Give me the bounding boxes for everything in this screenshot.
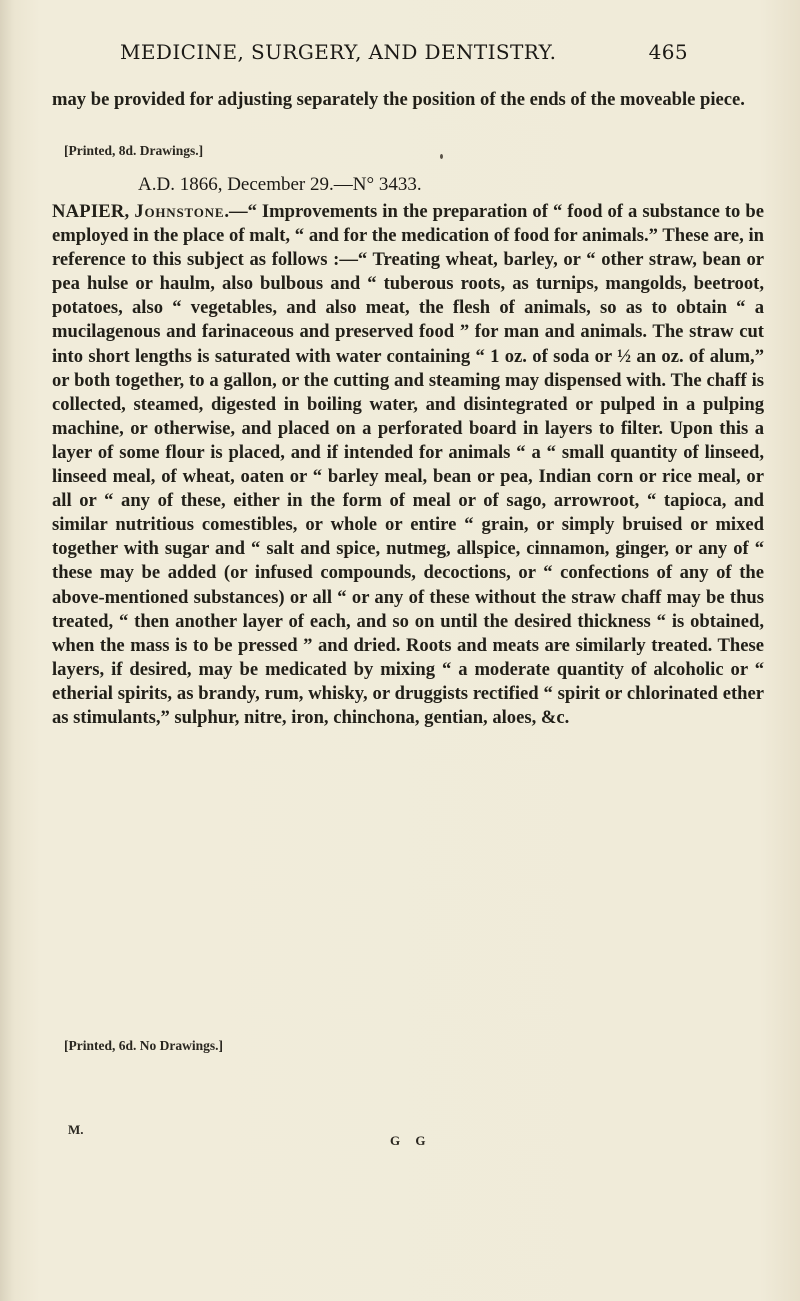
- page-title: MEDICINE, SURGERY, AND DENTISTRY.: [120, 40, 557, 64]
- entry-paragraph: [52, 200, 764, 730]
- page-number: 465: [648, 40, 688, 64]
- entry-heading: A.D. 1866, December 29.—N° 3433.: [138, 174, 422, 195]
- entry-body: .—“ Improvements in the preparation of “ food of a substance to be employed in the place of malt, “ and for the medication of food for animals.” These are, in reference to this subject as follows :—“ Treating wheat, barley, or “ other straw, bean or pea hulse or haulm, also bulbous and “ tuberous roots, as turnips, mangolds, beetroot, potatoes, also “ vegetables, and also meat, the flesh of animals, so as to obtain “ a mucilagenous and farinaceous and preserved food ” for man and animals. The straw cut into short lengths is saturated with water containing “ 1 oz. of soda or ½ an oz. of alum,” or both together, to a gallon, or the cutting and steaming may dispensed with. The chaff is collected, steamed, digested in boiling water, and disintegrated or pulped in a pulping machine, or otherwise, and placed on a perforated board in layers to filter. Upon this a layer of some flour is placed, and if intended for animals “ a “ small quantity of linseed, linseed meal, of wheat, oaten or “ barley meal, bean or pea, Indian corn or rice meal, or all or “ any of these, either in the form of meal or of sago, arrowroot, “ tapioca, and similar nutritious comestibles, or whole or entire “ grain, or simply bruised or mixed together with sugar and “ salt and spice, nutmeg, allspice, cinnamon, ginger, or any of “ these may be added (or infused compounds, decoctions, or “ confections of any of the above-mentioned substances) or all “ or any of these without the straw chaff may be thus treated, “ then another layer of each, and so on until the desired thickness “ is obtained, when the mass is to be pressed ” and dried. Roots and meats are similarly treated. These layers, if desired, may be medicated by mixing “ a moderate quantity of alcoholic or “ etherial spirits, as brandy, rum, whisky, or druggists rectified “ spirit or chlorinated ether as stimulants,” sulphur, nitre, iron, chinchona, gentian, aloes, &c.: [52, 201, 764, 728]
- patentee-given-name: Johnstone: [134, 201, 225, 222]
- intro-paragraph: may be provided for adjusting separately the position of the ends of the moveable piece.: [52, 89, 745, 110]
- printed-note-2: [Printed, 6d. No Drawings.]: [64, 1038, 223, 1053]
- paper-speck: [440, 154, 443, 159]
- printed-note: [Printed, 8d. Drawings.]: [64, 143, 204, 158]
- gathering-mark: G G: [390, 1133, 432, 1148]
- signature-mark: M.: [68, 1122, 84, 1137]
- patentee-surname: NAPIER,: [52, 201, 130, 222]
